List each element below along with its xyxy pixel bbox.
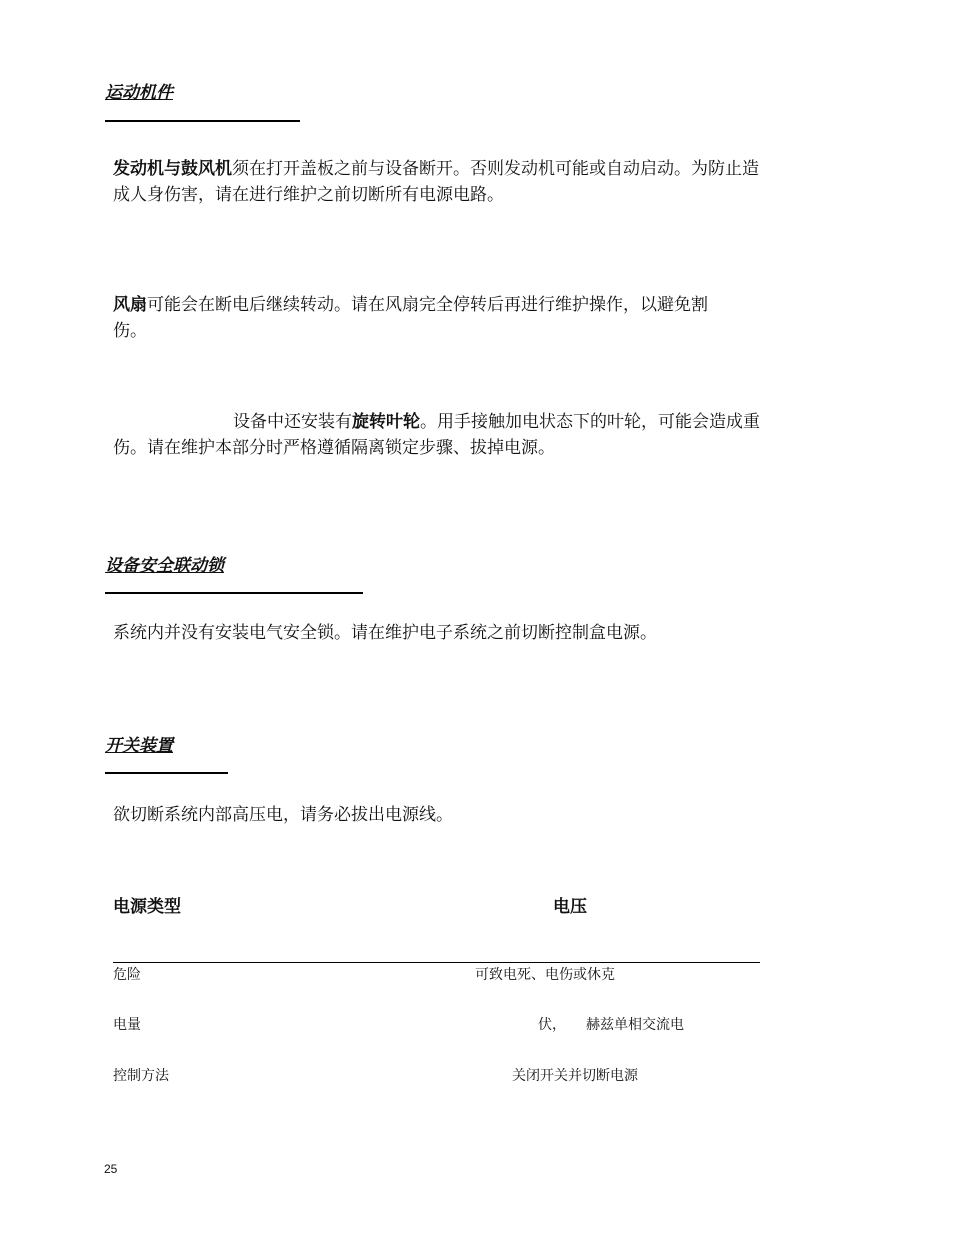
table-header-power-type: 电源类型	[113, 897, 181, 917]
bold-term-fan: 风扇	[113, 295, 147, 315]
table-row-label-control: 控制方法	[113, 1068, 169, 1084]
table-row-label-power: 电量	[113, 1017, 141, 1033]
bold-term-impeller: 旋转叶轮	[352, 412, 420, 432]
heading-underline-rule	[105, 120, 300, 122]
table-row-label-hazard: 危险	[113, 967, 141, 983]
table-row-value-hazard: 可致电死、电伤或休克	[475, 967, 615, 983]
page-number: 25	[104, 1162, 118, 1176]
table-row-value-volts: 伏，	[538, 1017, 566, 1033]
heading-underline-rule	[105, 592, 363, 594]
heading-underline-rule	[105, 772, 228, 774]
table-header-rule	[113, 962, 760, 963]
paragraph-impeller: 设备中还安装有旋转叶轮。用手接触加电状态下的叶轮，可能会造成重 伤。请在维护本部分时严格遵循隔离锁定步骤、拔掉电源。	[113, 412, 760, 458]
section-heading-moving-parts: 运动机件	[105, 83, 173, 103]
paragraph-fan: 风扇可能会在断电后继续转动。请在风扇完全停转后再进行维护操作，以避免割 伤。	[113, 295, 708, 341]
section-heading-interlock: 设备安全联动锁	[105, 556, 224, 576]
section-heading-switchgear: 开关装置	[105, 736, 173, 756]
table-row-value-control: 关闭开关并切断电源	[512, 1068, 638, 1084]
paragraph-interlock: 系统内并没有安装电气安全锁。请在维护电子系统之前切断控制盒电源。	[113, 623, 657, 643]
table-row-value-hertz: 赫兹单相交流电	[586, 1017, 684, 1033]
table-header-voltage: 电压	[553, 897, 587, 917]
bold-term-motor-blower: 发动机与鼓风机	[113, 159, 232, 179]
paragraph-switchgear: 欲切断系统内部高压电，请务必拔出电源线。	[113, 805, 453, 825]
paragraph-motor-blower: 发动机与鼓风机须在打开盖板之前与设备断开。否则发动机可能或自动启动。为防止造 成人身伤害，请在进行维护之前切断所有电源电路。	[113, 159, 759, 205]
